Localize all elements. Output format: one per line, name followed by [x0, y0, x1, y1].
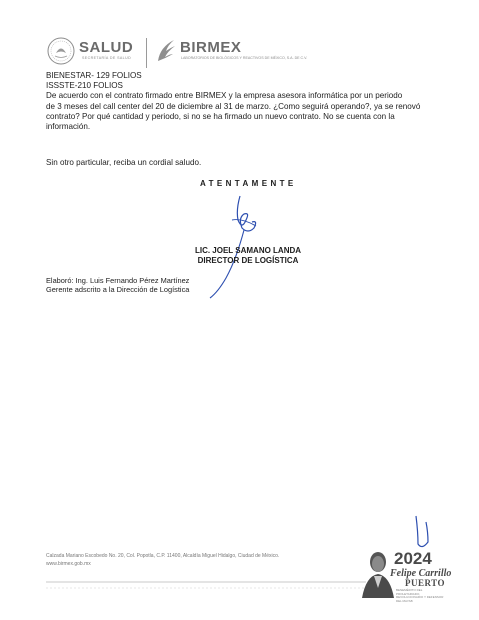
salud-subtitle: SECRETARÍA DE SALUD [82, 56, 132, 60]
logo-divider [146, 38, 147, 68]
signer-block [178, 246, 318, 266]
commemorative-year: 2024 [394, 549, 432, 568]
prepared-by [46, 276, 189, 295]
body-line: De acuerdo con el contrato firmado entre BIRMEX y la empresa asesora informática por un periodo [46, 91, 403, 101]
signer-name: LIC. JOEL SAMANO LANDA [194, 246, 302, 255]
mexico-seal-icon [46, 36, 76, 66]
honoree-subtitle: BENEMÉRITO DEL PROLETARIADO, REVOLUCIONARIO Y DEFENSOR DEL MAYAB [396, 588, 444, 603]
body-line: información. [46, 122, 91, 132]
letterhead [46, 34, 346, 74]
prepared-by-name: Elaboró: Ing. Luis Fernando Pérez Martínez [46, 276, 190, 285]
body-line: contrato? Por qué cantidad y periodo, si no se ha firmado un nuevo contrato. No se cuenta con la [46, 111, 395, 121]
body-line: de 3 meses del call center del 20 de diciembre al 31 de marzo. ¿Como seguirá operando?, ya se renovó [46, 101, 421, 111]
handwritten-signature [196, 190, 276, 300]
body-line: ISSSTE-210 FOLIOS [46, 81, 123, 91]
footer-address-block [46, 552, 279, 568]
birmex-leaf-icon [154, 37, 178, 65]
signer-title: DIRECTOR DE LOGÍSTICA [197, 256, 299, 265]
atentamente-heading: ATENTAMENTE [200, 179, 297, 188]
birmex-logo-text: BIRMEX [180, 39, 242, 56]
prepared-by-role: Gerente adscrito a la Dirección de Logística [46, 285, 190, 295]
footer-address: Calzada Mariano Escobedo No. 20, Col. Popotla, C.P. 11400, Alcaldía Miguel Hidalgo, Ciudad de México. [46, 553, 280, 559]
salud-logo-text: SALUD [79, 39, 134, 56]
footer-pattern [46, 579, 366, 591]
footer-website: www.birmex.gob.mx [46, 561, 91, 567]
closing-line: Sin otro particular, reciba un cordial saludo. [46, 158, 202, 167]
birmex-subtitle: LABORATORIOS DE BIOLÓGICOS Y REACTIVOS DE MÉXICO, S.A. DE C.V. [181, 56, 308, 60]
letter-body [46, 71, 438, 132]
honoree-surname: PUERTO [405, 578, 446, 588]
honoree-name: Felipe Carrillo [390, 568, 452, 579]
handwritten-initial [412, 512, 432, 552]
body-line: BIENESTAR- 129 FOLIOS [46, 71, 142, 80]
